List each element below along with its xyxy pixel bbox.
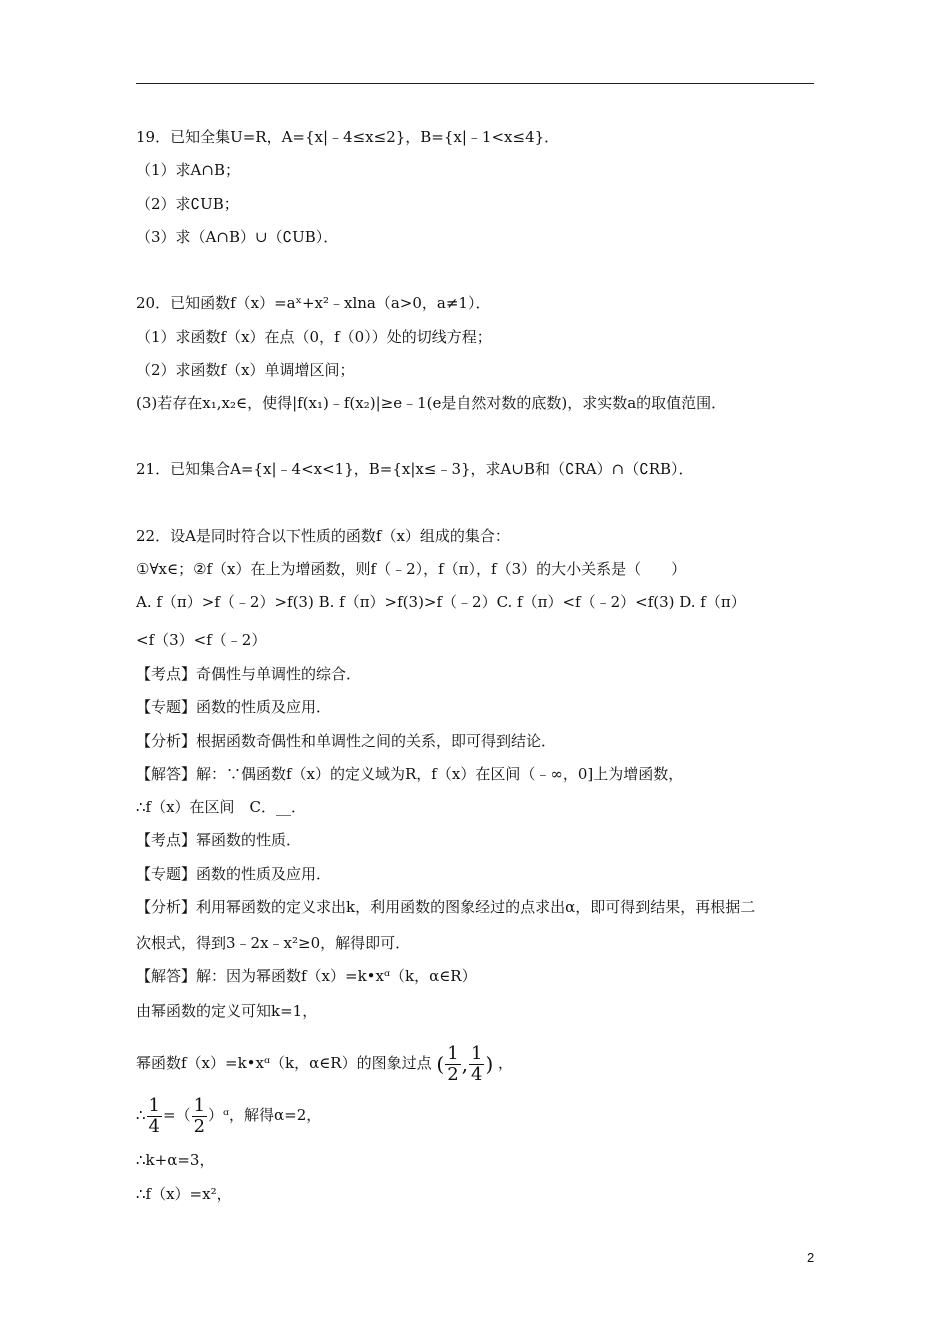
- problem-19-part-3: （3）求（A∩B）∪（∁UB）．: [136, 228, 339, 246]
- topic: 【专题】函数的性质及应用．: [136, 698, 332, 716]
- problem-21: 21．已知集合A={x|﹣4<x<1}，B={x|x≤﹣3}，求A∪B和（∁RA）∩（∁RB）．: [136, 460, 694, 478]
- topic-2: 【专题】函数的性质及应用．: [136, 865, 332, 883]
- solution: 【解答】解：∵偶函数f（x）的定义域为R，f（x）在区间（﹣∞，0]上为增函数，: [136, 765, 684, 783]
- comma: ,: [461, 1052, 468, 1076]
- analysis: 【分析】根据函数奇偶性和单调性之间的关系，即可得到结论．: [136, 732, 557, 750]
- problem-20-part-3: (3)若存在x₁,x₂∈，使得|f(x₁)﹣f(x₂)|≥e﹣1(e是自然对数的底数)，求实数a的取值范围．: [136, 394, 727, 412]
- problem-20: 20．已知函数f（x）=aˣ+x²﹣xlna（a>0，a≠1）．: [136, 294, 491, 312]
- solution-2: 【解答】解：因为幂函数f（x）=k•xᵅ（k，α∈R）: [136, 967, 477, 985]
- problem-22-options: A. f（π）>f（﹣2）>f(3) B. f（π）>f(3)>f（﹣2）C. f（π）<f（﹣2）<f(3) D. f（π）: [136, 593, 746, 611]
- problem-22-stem: ①∀x∈；②f（x）在上为增函数，则f（﹣2），f（π），f（3）的大小关系是（ ）: [136, 560, 687, 578]
- solution-2-step-1: 由幂函数的定义可知k=1，: [136, 1002, 318, 1020]
- analysis-2-cont: 次根式，得到3﹣2x﹣x²≥0，解得即可．: [136, 934, 411, 952]
- header-rule: [136, 83, 814, 84]
- solution-2-step-2: [136, 1040, 513, 1087]
- page-number: 2: [807, 1250, 815, 1265]
- solution-2-step-3-end: ）ᵅ，解得α=2，: [208, 1106, 322, 1124]
- problem-20-part-2: （2）求函数f（x）单调增区间；: [136, 361, 355, 379]
- paren-open: (: [436, 1052, 445, 1076]
- paren-close: ): [485, 1052, 494, 1076]
- problem-19: 19．已知全集U=R，A={x|﹣4≤x≤2}，B={x|﹣1<x≤4}．: [136, 128, 560, 146]
- solution-2-step-3: [136, 1092, 321, 1138]
- solution-2-step-4: ∴k+α=3，: [136, 1151, 215, 1169]
- problem-22: 22．设A是同时符合以下性质的函数f（x）组成的集合：: [136, 527, 510, 545]
- solution-cont: ∴f（x）在区间 C．__．: [136, 798, 307, 816]
- fraction-half-2: $\frac{1}{2}$: [193, 1094, 206, 1137]
- knowledge-point-2: 【考点】幂函数的性质．: [136, 831, 302, 849]
- equals-paren: =（: [163, 1106, 191, 1124]
- problem-19-part-2: （2）求∁UB；: [136, 195, 239, 213]
- therefore-symbol: ∴: [136, 1106, 146, 1124]
- problem-22-options-cont: <f（3）<f（﹣2）: [136, 631, 267, 649]
- fraction-quarter-2: $\frac{1}{4}$: [148, 1094, 160, 1137]
- solution-2-step-2-end: ，: [498, 1054, 514, 1072]
- fraction-half: $\frac{1}{2}$: [447, 1042, 459, 1085]
- problem-19-part-1: （1）求A∩B；: [136, 161, 240, 179]
- analysis-2: 【分析】利用幂函数的定义求出k，利用函数的图象经过的点求出α，即可得到结果，再根据二: [136, 898, 756, 916]
- knowledge-point: 【考点】奇偶性与单调性的综合．: [136, 665, 362, 683]
- problem-20-part-1: （1）求函数f（x）在点（0，f（0））处的切线方程；: [136, 328, 492, 346]
- solution-2-step-5: ∴f（x）=x²，: [136, 1185, 232, 1203]
- fraction-quarter: $\frac{1}{4}$: [471, 1042, 483, 1085]
- solution-2-step-2-text: 幂函数f（x）=k•xᵅ（k，α∈R）的图象过点: [136, 1054, 432, 1072]
